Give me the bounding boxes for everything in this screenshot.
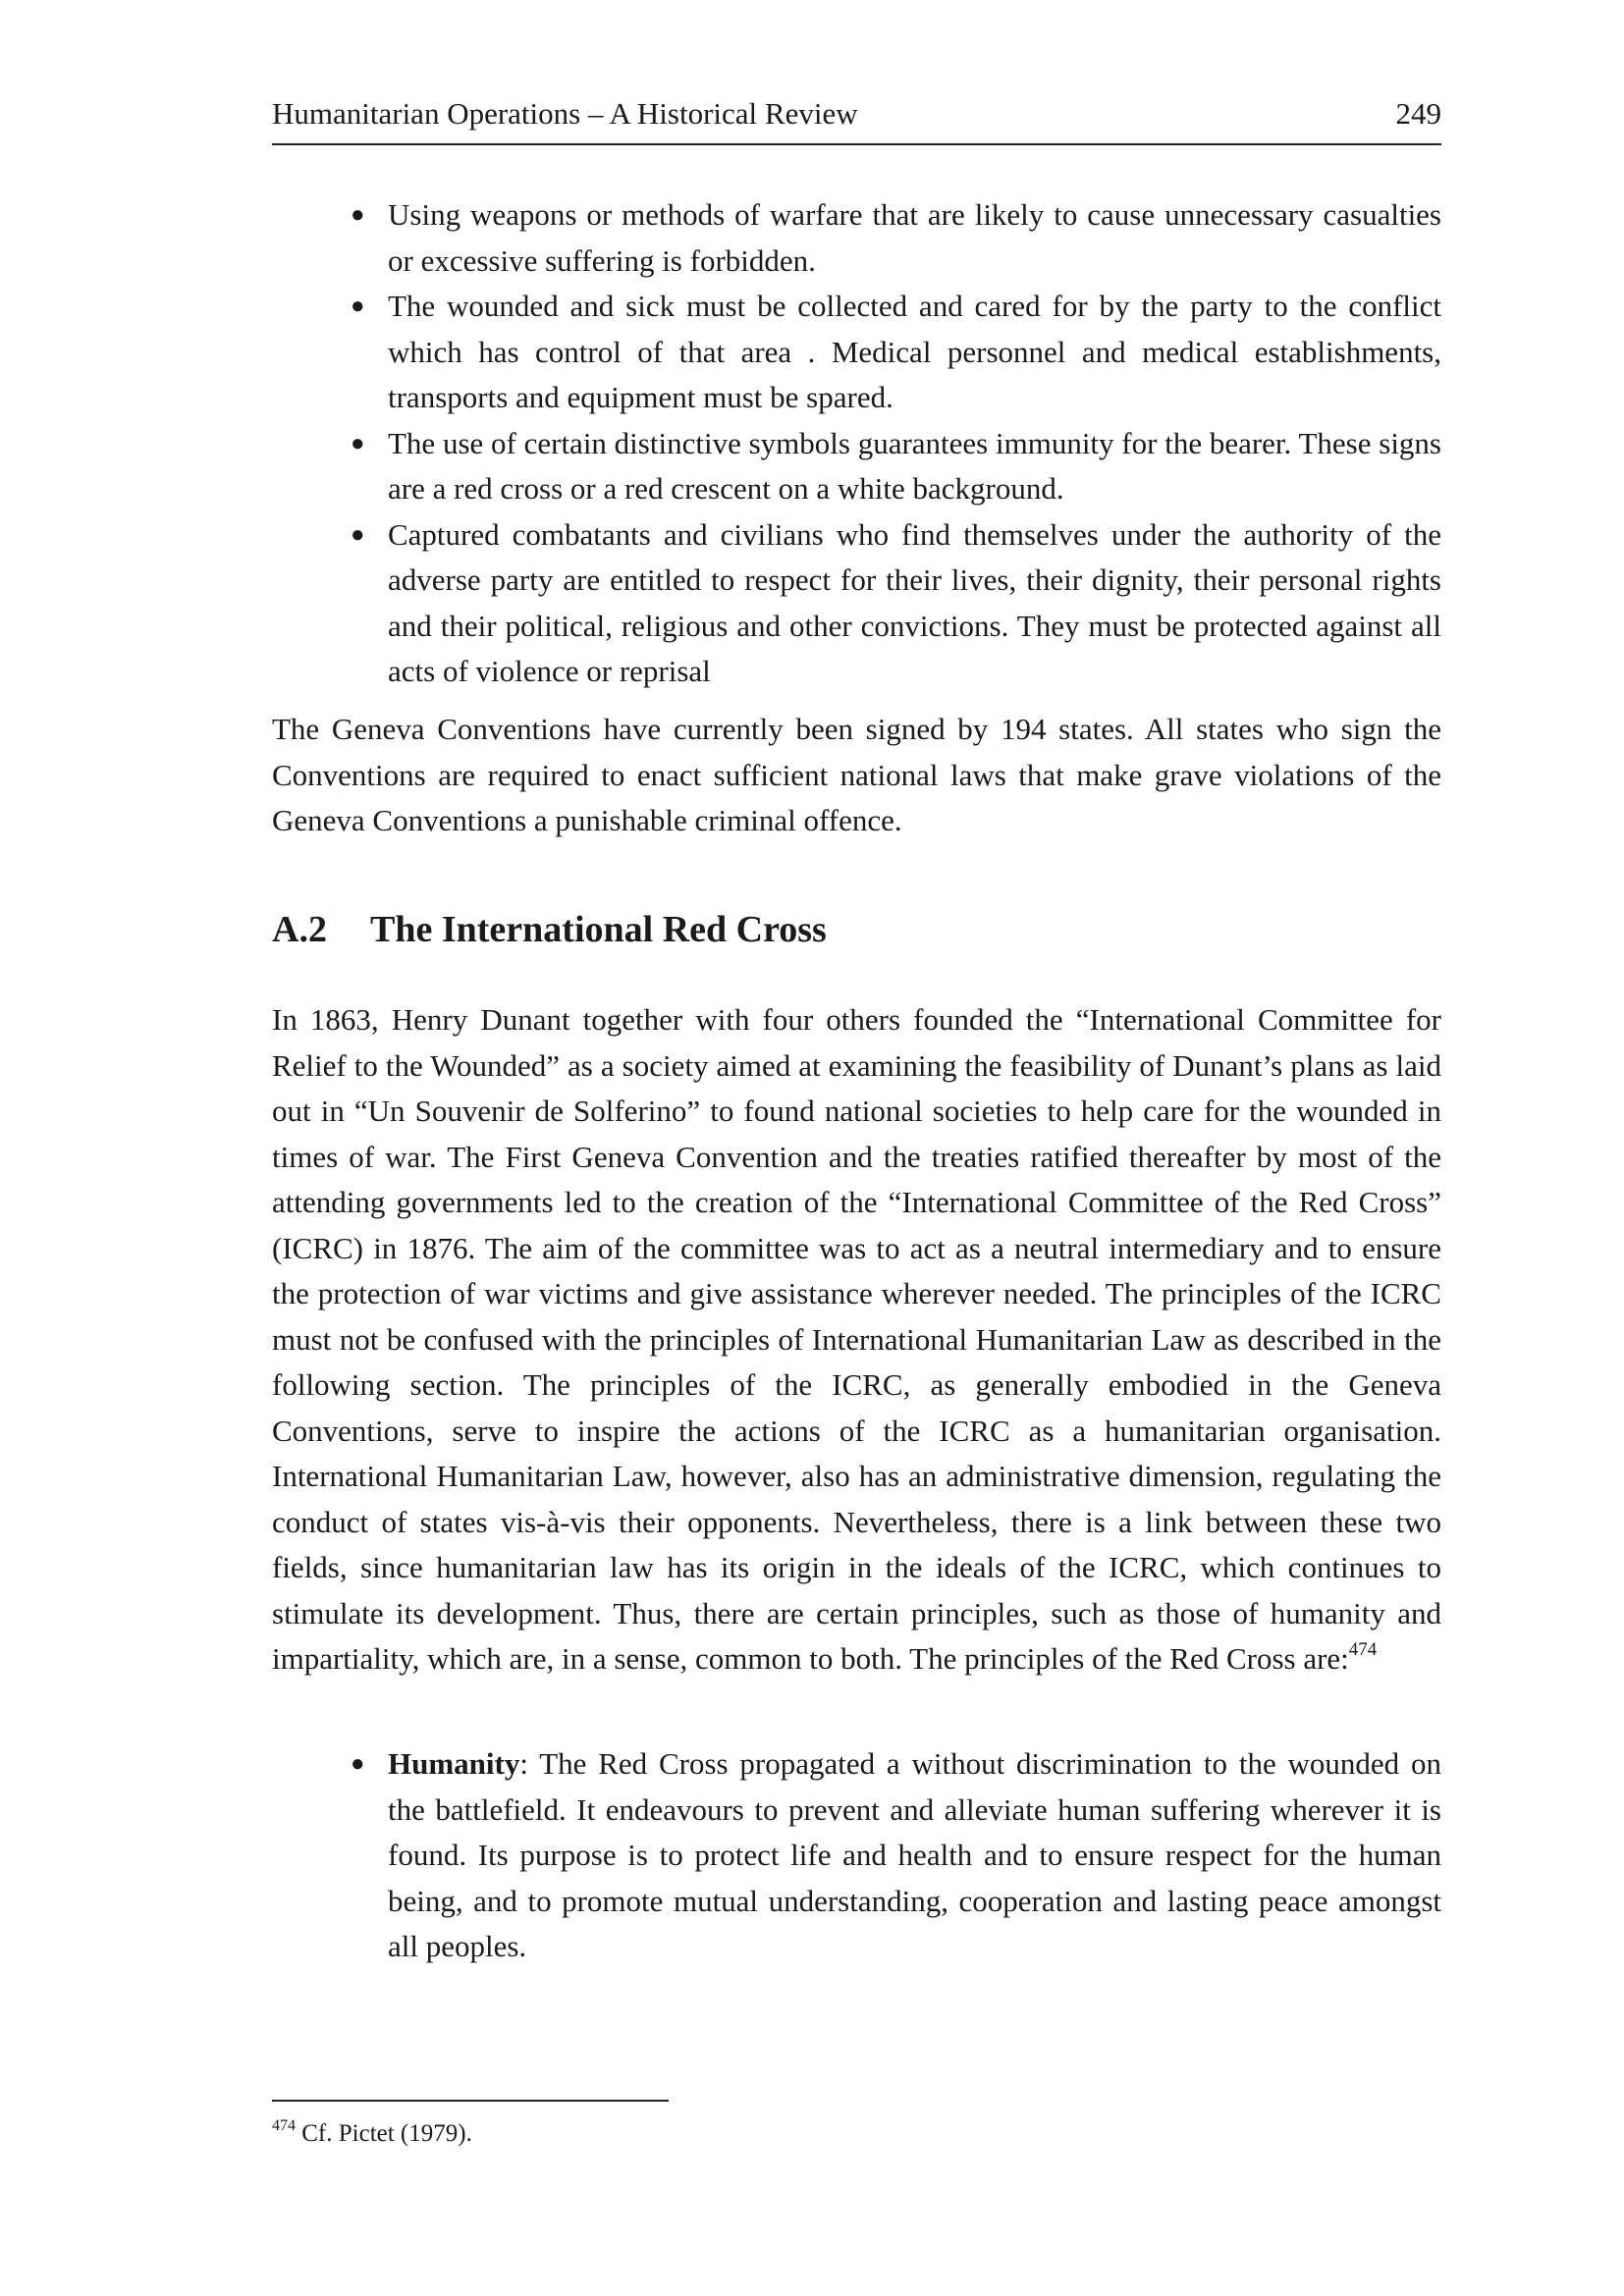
list-item: [351, 421, 1441, 512]
bullet-icon: ●: [351, 202, 365, 228]
section-number: A.2: [272, 909, 327, 950]
bullet-icon: ●: [351, 430, 365, 456]
list-item: [351, 284, 1441, 421]
list-item-text: Using weapons or methods of warfare that are likely to cause unnecessary casualties or excessive suffering is forbidden.: [388, 197, 1441, 278]
list-item-text: Captured combatants and civilians who find themselves under the authority of the adverse party are entitled to respect for their lives, their dignity, their personal rights and their political, religious and other convictions. They must be protected against all acts of violence or reprisal: [388, 516, 1441, 688]
bullet-icon: ●: [351, 1751, 365, 1777]
running-header: [272, 94, 1441, 145]
bullet-icon: ●: [351, 521, 365, 548]
footnote-number: 474: [272, 2117, 296, 2134]
page-number: 249: [1395, 96, 1441, 131]
running-header-title: Humanitarian Operations – A Historical Review: [272, 96, 858, 131]
list-item: [351, 512, 1441, 695]
list-item-text: The use of certain distinctive symbols guarantees immunity for the bearer. These signs are a red cross or a red crescent on a white background.: [388, 425, 1441, 506]
principle-text: : The Red Cross propagated a without discrimination to the wounded on the battlefield. It endeavours to prevent and alleviate human suffering wherever it is found. Its purpose is to protect life and health and to ensure respect for the human being, and to promote mutual understanding, cooperation and lasting peace amongst all peoples.: [388, 1746, 1441, 1963]
footnote-reference[interactable]: 474: [1348, 1639, 1378, 1660]
section-title: The International Red Cross: [370, 909, 827, 950]
principle-term: Humanity: [388, 1746, 520, 1781]
red-cross-paragraph-text: In 1863, Henry Dunant together with four others founded the “International Committee for Relief to the Wounded” as a society aimed at examining the feasibility of Dunant’s plans as laid out in “Un Souvenir de Solferino” to found national societies to help care for the wounded in times of war. The First Geneva Convention and the treaties ratified thereafter by most of the attending governments led to the creation of the “International Committee of the Red Cross” (ICRC) in 1876. The aim of the committee was to act as a neutral intermediary and to ensure the protection of war victims and give assistance wherever needed. The principles of the ICRC must not be confused with the principles of International Humanitarian Law as described in the following section. The principles of the ICRC, as generally embodied in the Geneva Conventions, serve to inspire the actions of the ICRC as a humanitarian organisation. International Humanitarian Law, however, also has an administrative dimension, regulating the conduct of states vis-à-vis their opponents. Nevertheless, there is a link between these two fields, since humanitarian law has its origin in the ideals of the ICRC, which continues to stimulate its development. Thus, there are certain principles, such as those of humanity and impartiality, which are, in a sense, common to both. The principles of the Red Cross are:: [272, 1002, 1441, 1676]
principles-bullet-list: [351, 1741, 1441, 1970]
section-heading: [272, 908, 827, 951]
list-item-text: The wounded and sick must be collected and cared for by the party to the conflict which has control of that area . Medical personnel and medical establishments, transports and equipment must be spared.: [388, 289, 1441, 414]
rules-bullet-list: [351, 192, 1441, 695]
list-item: [351, 1741, 1441, 1970]
footnote: [272, 2116, 472, 2152]
geneva-signatories-paragraph: The Geneva Conventions have currently been signed by 194 states. All states who sign the Conventions are required to enact sufficient national laws that make grave violations of the Geneva Conventions a punishable criminal offence.: [272, 712, 1441, 837]
footnote-divider: [272, 2100, 669, 2102]
footnote-text: Cf. Pictet (1979).: [296, 2120, 472, 2147]
bullet-icon: ●: [351, 294, 365, 319]
list-item: [351, 192, 1441, 284]
red-cross-paragraph: [272, 997, 1441, 1682]
